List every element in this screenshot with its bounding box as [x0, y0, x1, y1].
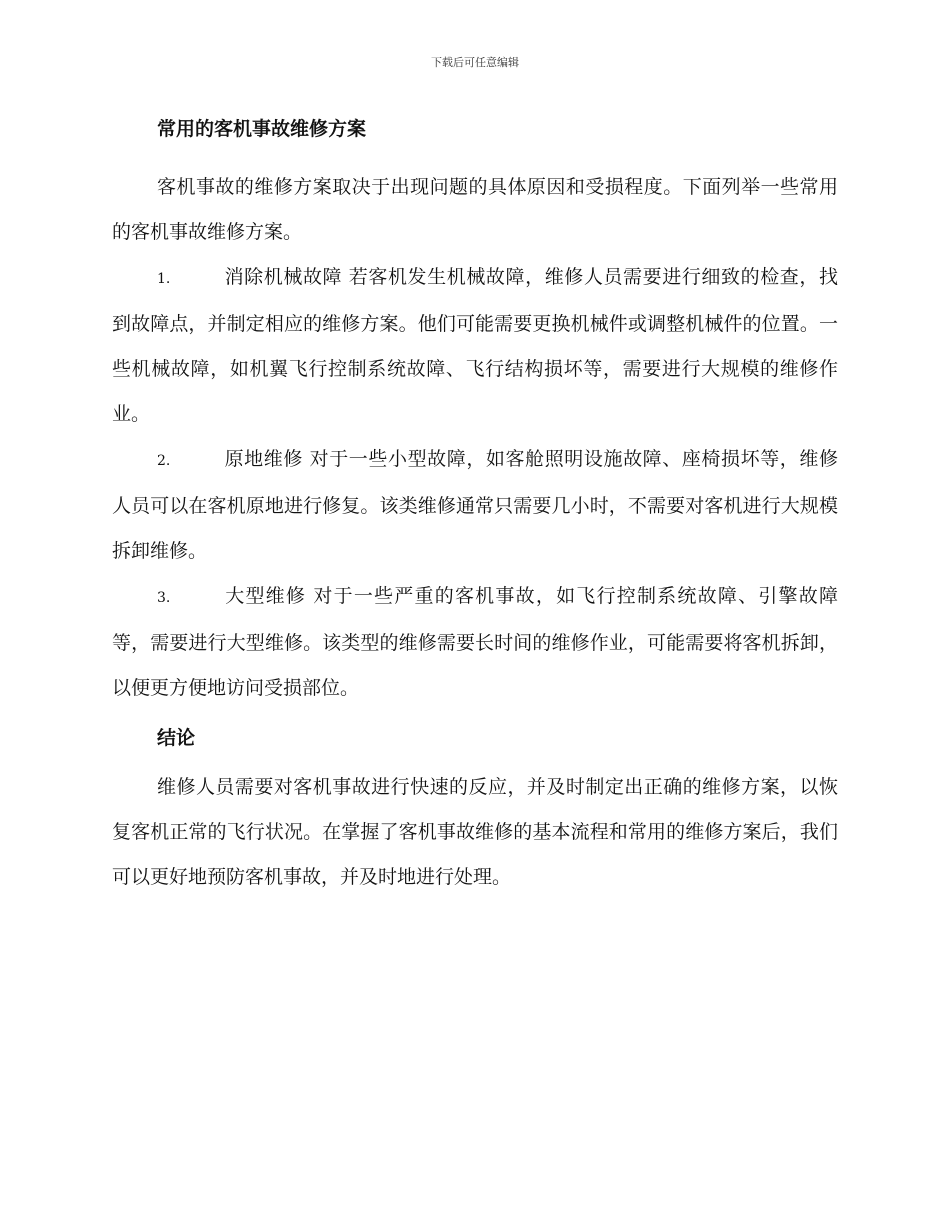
list-item-1: [112, 255, 838, 437]
list-number: 3.: [157, 590, 171, 606]
conclusion-title: 结论: [157, 727, 196, 749]
list-item-2: [112, 437, 838, 574]
list-number: 1.: [157, 271, 171, 287]
list-item-title: 大型维修: [224, 585, 307, 607]
list-item-3: [112, 574, 838, 711]
list-item-text: 对于一些严重的客机事故，如飞行控制系统故障、引擎故障等，需要进行大型维修。该类型的维修需要长时间的维修作业，可能需要将客机拆卸，以便更方便地访问受损部位。: [112, 585, 838, 699]
list-item-title: 消除机械故障: [224, 266, 343, 288]
intro-paragraph: 客机事故的维修方案取决于出现问题的具体原因和受损程度。下面列举一些常用的客机事故维修方案。: [112, 176, 838, 243]
header-note: 下载后可任意编辑: [431, 56, 519, 69]
list-item-text: 对于一些小型故障，如客舱照明设施故障、座椅损坏等，维修人员可以在客机原地进行修复。该类维修通常只需要几小时，不需要对客机进行大规模拆卸维修。: [112, 448, 838, 562]
list-number: 2.: [157, 453, 171, 469]
section-title: 常用的客机事故维修方案: [157, 118, 367, 140]
conclusion-paragraph: 维修人员需要对客机事故进行快速的反应，并及时制定出正确的维修方案，以恢复客机正常的飞行状况。在掌握了客机事故维修的基本流程和常用的维修方案后，我们可以更好地预防客机事故，并及时地进行处理。: [112, 776, 838, 888]
list-item-title: 原地维修: [224, 448, 303, 470]
list-item-text: 若客机发生机械故障，维修人员需要进行细致的检查，找到故障点，并制定相应的维修方案。他们可能需要更换机械件或调整机械件的位置。一些机械故障，如机翼飞行控制系统故障、飞行结构损坏等，需要进行大规模的维修作业。: [112, 266, 838, 425]
document-body: [112, 112, 838, 900]
